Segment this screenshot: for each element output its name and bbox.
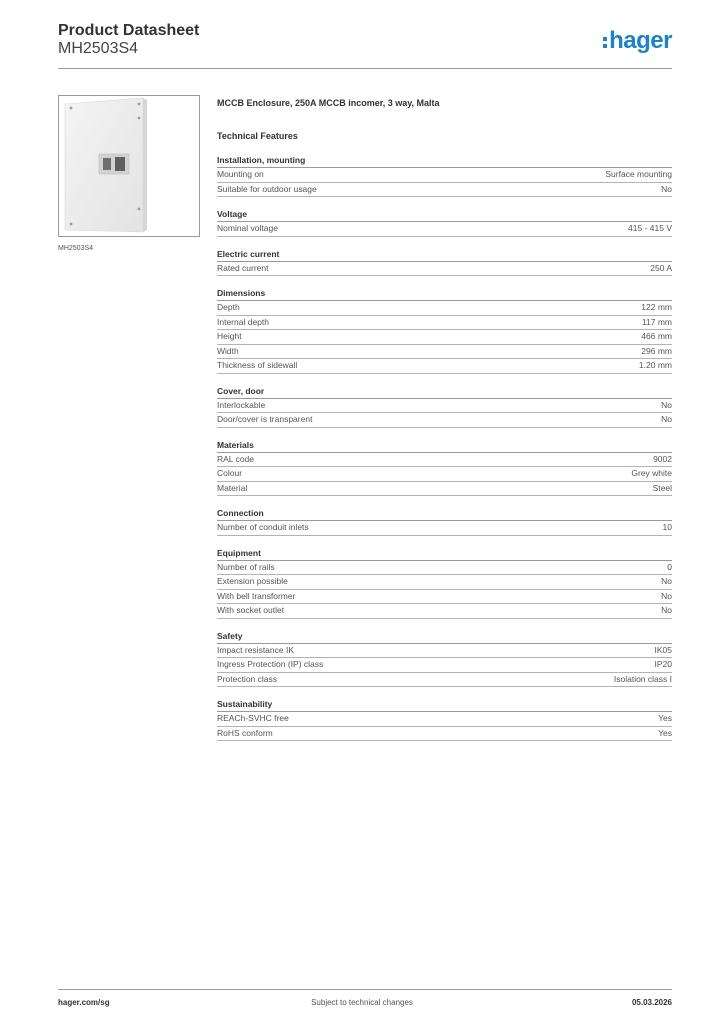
enclosure-illustration-icon xyxy=(59,96,199,236)
feature-label: Internal depth xyxy=(217,316,269,327)
feature-row xyxy=(217,316,672,331)
feature-section xyxy=(217,630,672,688)
footer-note: Subject to technical changes xyxy=(311,998,413,1007)
feature-value: Surface mounting xyxy=(605,169,672,179)
feature-row xyxy=(217,482,672,497)
feature-value: 10 xyxy=(662,522,672,532)
feature-label: Protection class xyxy=(217,673,277,684)
feature-row xyxy=(217,644,672,659)
feature-label: Interlockable xyxy=(217,399,266,410)
section-title: Sustainability xyxy=(217,698,672,712)
feature-label: Number of conduit inlets xyxy=(217,522,309,532)
feature-row xyxy=(217,673,672,688)
feature-row xyxy=(217,222,672,237)
feature-row xyxy=(217,345,672,360)
feature-row xyxy=(217,561,672,576)
feature-row xyxy=(217,521,672,536)
feature-section xyxy=(217,547,672,619)
feature-value: 415 - 415 V xyxy=(628,223,672,233)
section-title: Dimensions xyxy=(217,287,672,301)
feature-row xyxy=(217,453,672,468)
feature-row xyxy=(217,590,672,605)
feature-row xyxy=(217,712,672,727)
product-image xyxy=(58,95,200,237)
feature-row xyxy=(217,604,672,619)
feature-section xyxy=(217,208,672,237)
section-title: Cover, door xyxy=(217,385,672,399)
feature-value: Yes xyxy=(658,713,672,723)
feature-value: Yes xyxy=(658,727,672,738)
feature-value: Grey white xyxy=(631,468,672,478)
feature-value: 296 mm xyxy=(641,345,672,356)
feature-label: Thickness of sidewall xyxy=(217,360,298,370)
footer-divider xyxy=(58,989,672,990)
technical-features-heading: Technical Features xyxy=(217,131,298,141)
feature-value: 250 A xyxy=(650,262,672,273)
feature-label: Extension possible xyxy=(217,576,288,586)
feature-section xyxy=(217,248,672,277)
feature-label: REACh-SVHC free xyxy=(217,713,289,723)
feature-value: No xyxy=(661,576,672,586)
feature-label: With bell transformer xyxy=(217,590,296,601)
feature-section xyxy=(217,698,672,741)
feature-row xyxy=(217,727,672,742)
feature-row xyxy=(217,183,672,198)
feature-label: Material xyxy=(217,482,248,493)
product-image-caption: MH2503S4 xyxy=(58,245,94,252)
section-title: Installation, mounting xyxy=(217,154,672,168)
section-title: Equipment xyxy=(217,547,672,561)
footer-date: 05.03.2026 xyxy=(631,998,672,1007)
feature-value: No xyxy=(661,399,672,410)
hager-logo xyxy=(603,29,672,53)
feature-row xyxy=(217,467,672,482)
feature-section xyxy=(217,439,672,497)
feature-row xyxy=(217,330,672,345)
footer-website: hager.com/sg xyxy=(58,998,110,1007)
feature-label: Ingress Protection (IP) class xyxy=(217,659,324,669)
section-title: Safety xyxy=(217,630,672,644)
feature-row xyxy=(217,359,672,374)
feature-label: Depth xyxy=(217,302,240,312)
feature-row xyxy=(217,301,672,316)
feature-label: Colour xyxy=(217,468,243,478)
feature-value: Isolation class I xyxy=(613,673,672,684)
feature-value: 0 xyxy=(667,561,672,572)
feature-label: Door/cover is transparent xyxy=(217,414,313,424)
page-title: Product Datasheet xyxy=(58,22,200,39)
feature-value: IK05 xyxy=(654,644,672,655)
feature-label: Suitable for outdoor usage xyxy=(217,183,317,194)
feature-row xyxy=(217,413,672,428)
feature-section xyxy=(217,385,672,428)
feature-value: Steel xyxy=(652,482,672,493)
feature-label: Height xyxy=(217,331,242,341)
feature-value: No xyxy=(661,590,672,601)
feature-value: 117 mm xyxy=(641,316,672,327)
feature-value: 9002 xyxy=(653,453,672,464)
feature-value: IP20 xyxy=(654,659,672,669)
feature-value: No xyxy=(661,414,672,424)
feature-label: Impact resistance IK xyxy=(217,644,295,655)
feature-section xyxy=(217,507,672,536)
feature-value: No xyxy=(661,605,672,615)
feature-label: Width xyxy=(217,345,239,356)
section-title: Connection xyxy=(217,507,672,521)
feature-value: 466 mm xyxy=(641,331,672,341)
section-title: Materials xyxy=(217,439,672,453)
section-title: Electric current xyxy=(217,248,672,262)
feature-row xyxy=(217,658,672,673)
feature-label: Number of rails xyxy=(217,561,275,572)
section-title: Voltage xyxy=(217,208,672,222)
technical-content xyxy=(217,96,672,741)
feature-section xyxy=(217,287,672,374)
features-list xyxy=(217,154,672,741)
logo-colon-icon xyxy=(603,37,607,48)
feature-row xyxy=(217,168,672,183)
logo-text: hager xyxy=(609,27,672,54)
feature-label: Mounting on xyxy=(217,169,264,179)
feature-label: Rated current xyxy=(217,262,269,273)
feature-row xyxy=(217,399,672,414)
feature-value: No xyxy=(661,183,672,194)
product-description: MCCB Enclosure, 250A MCCB incomer, 3 way, Malta xyxy=(217,98,440,108)
feature-label: Nominal voltage xyxy=(217,223,278,233)
header-divider xyxy=(58,68,672,69)
feature-label: RoHS conform xyxy=(217,727,273,738)
feature-row xyxy=(217,262,672,277)
feature-label: RAL code xyxy=(217,453,255,464)
feature-row xyxy=(217,575,672,590)
feature-label: With socket outlet xyxy=(217,605,285,615)
feature-section xyxy=(217,154,672,197)
feature-value: 1.20 mm xyxy=(638,360,672,370)
feature-value: 122 mm xyxy=(641,302,672,312)
product-code: MH2503S4 xyxy=(58,40,139,57)
